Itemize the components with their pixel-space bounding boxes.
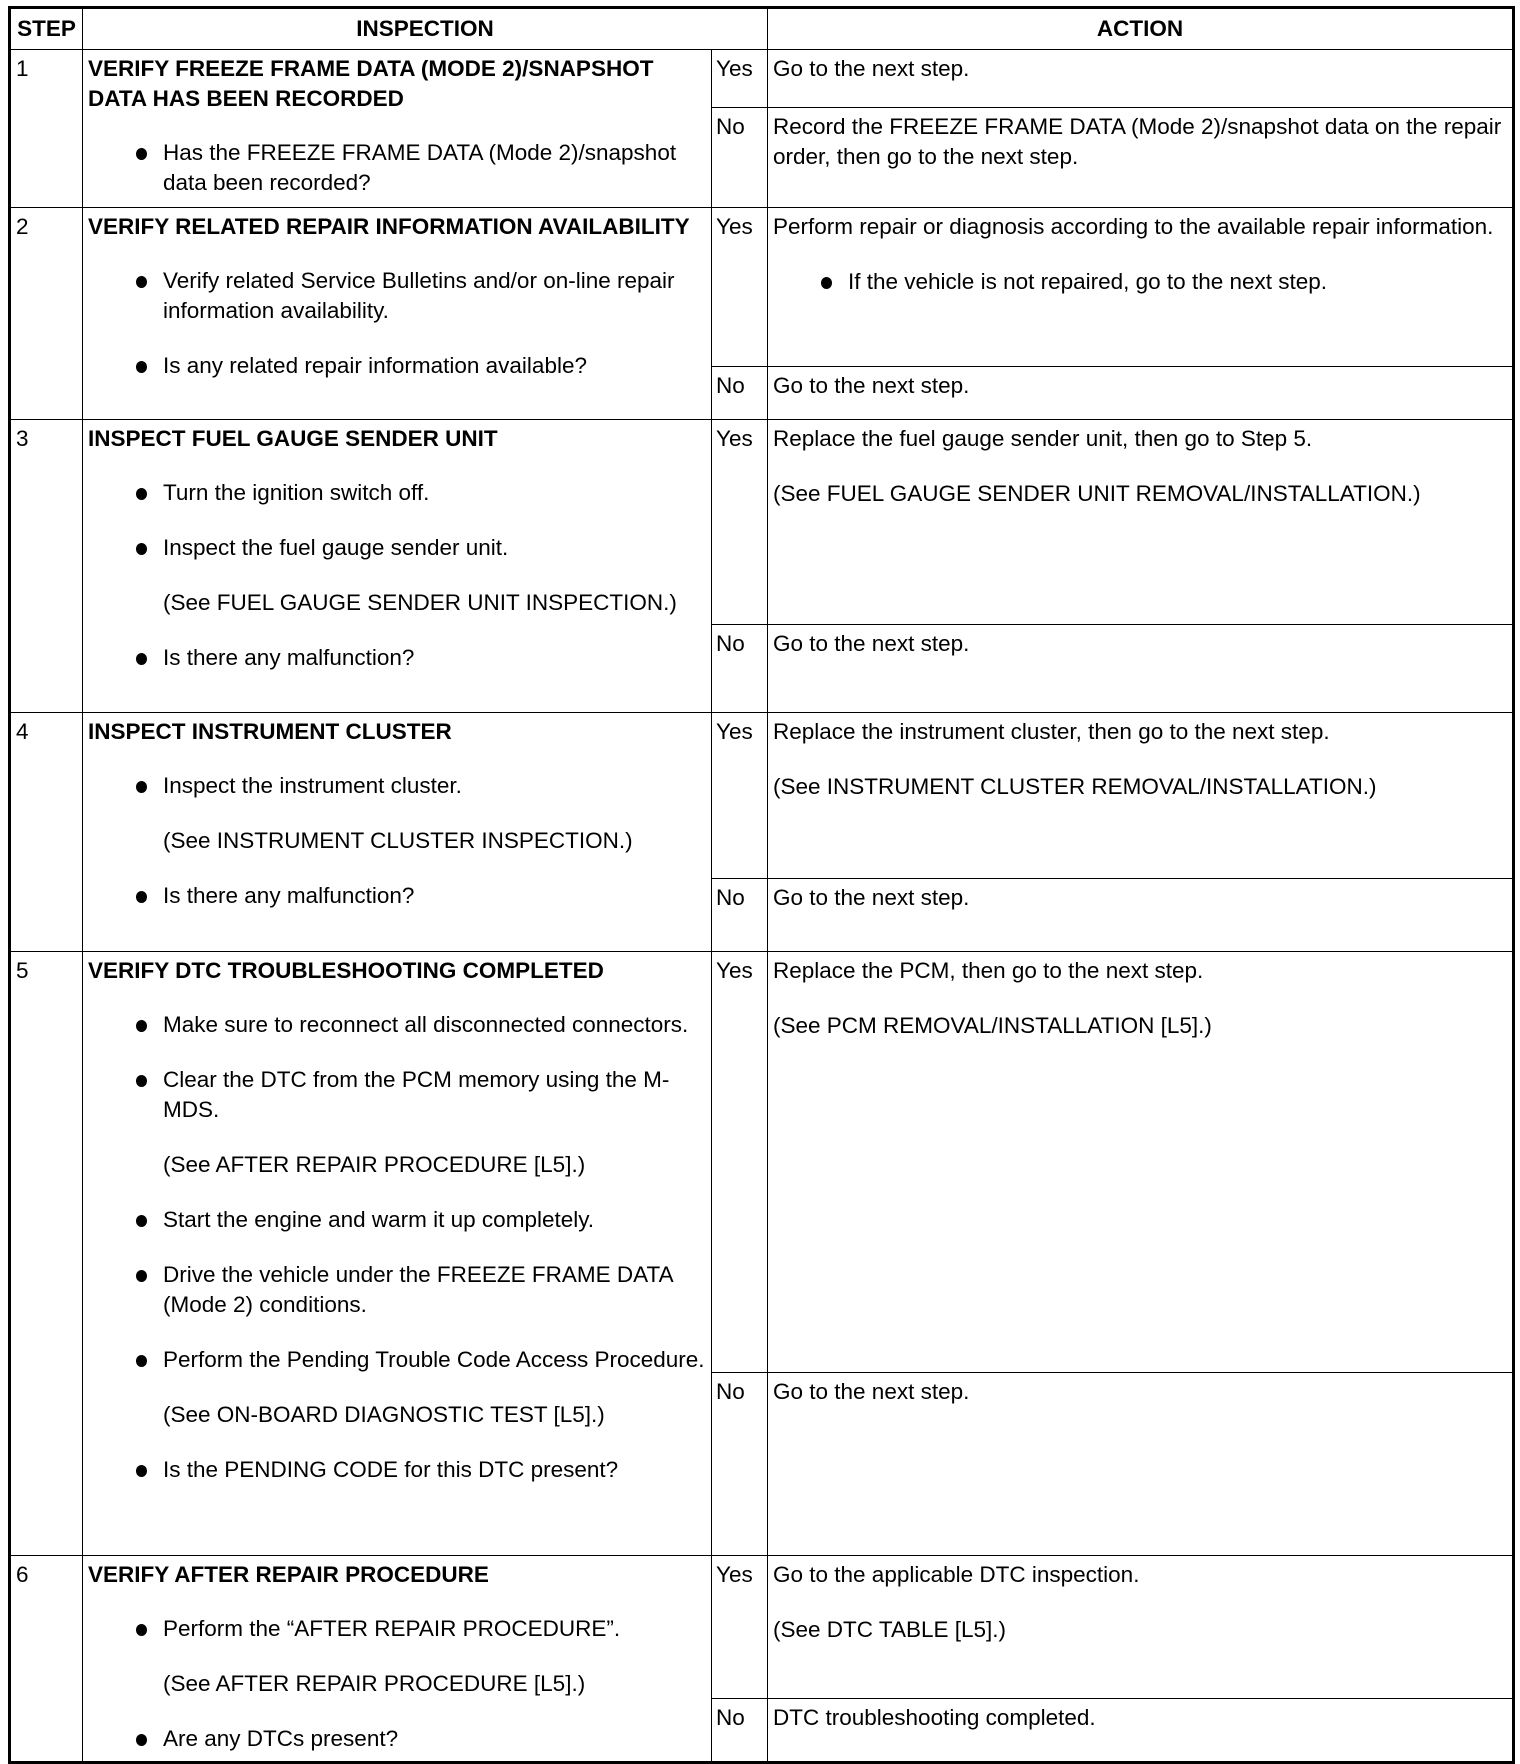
- bullet-item: Verify related Service Bulletins and/or on-line repair information availability.: [88, 266, 706, 326]
- step-row-yes: [10, 713, 1514, 879]
- inspection-cell: [83, 208, 712, 420]
- step-row-yes: [10, 952, 1514, 1373]
- action-text: Record the FREEZE FRAME DATA (Mode 2)/snapshot data on the repair order, then go to the next step.: [773, 114, 1502, 169]
- reference-text: (See AFTER REPAIR PROCEDURE [L5].): [163, 1671, 586, 1696]
- yes-label: Yes: [712, 420, 768, 625]
- bullet-item: Is any related repair information available?: [88, 351, 706, 381]
- no-action-cell: [768, 1373, 1514, 1556]
- troubleshooting-table: [8, 6, 1515, 1764]
- reference-text: (See ON-BOARD DIAGNOSTIC TEST [L5].): [163, 1402, 605, 1427]
- bullet-item: Has the FREEZE FRAME DATA (Mode 2)/snapshot data been recorded?: [88, 138, 706, 198]
- step-number: 3: [10, 420, 83, 713]
- bullet-item: Make sure to reconnect all disconnected connectors.: [88, 1010, 706, 1040]
- inspection-title: INSPECT INSTRUMENT CLUSTER: [88, 719, 452, 744]
- yes-action-cell: [768, 1556, 1514, 1699]
- bullet-item: If the vehicle is not repaired, go to the next step.: [773, 267, 1507, 297]
- inspection-cell: [83, 952, 712, 1556]
- action-text: (See INSTRUMENT CLUSTER REMOVAL/INSTALLATION.): [773, 774, 1377, 799]
- inspection-cell: [83, 713, 712, 952]
- yes-action-cell: [768, 208, 1514, 367]
- reference-text: (See FUEL GAUGE SENDER UNIT INSPECTION.): [163, 590, 677, 615]
- no-action-cell: [768, 625, 1514, 713]
- no-label: No: [712, 367, 768, 420]
- action-text: Go to the next step.: [773, 885, 970, 910]
- action-text: (See FUEL GAUGE SENDER UNIT REMOVAL/INSTALLATION.): [773, 481, 1421, 506]
- inspection-cell: [83, 420, 712, 713]
- header-row: [10, 8, 1514, 50]
- header-inspection: INSPECTION: [83, 8, 768, 50]
- action-text: Go to the applicable DTC inspection.: [773, 1562, 1140, 1587]
- action-text: Go to the next step.: [773, 373, 970, 398]
- action-text: (See PCM REMOVAL/INSTALLATION [L5].): [773, 1013, 1212, 1038]
- bullet-item: Drive the vehicle under the FREEZE FRAME DATA (Mode 2) conditions.: [88, 1260, 706, 1320]
- bullet-item: Inspect the fuel gauge sender unit.: [88, 533, 706, 563]
- no-label: No: [712, 108, 768, 208]
- no-label: No: [712, 625, 768, 713]
- no-action-cell: [768, 108, 1514, 208]
- step-row-yes: [10, 420, 1514, 625]
- inspection-title: INSPECT FUEL GAUGE SENDER UNIT: [88, 426, 498, 451]
- action-text: Go to the next step.: [773, 631, 970, 656]
- step-number: 4: [10, 713, 83, 952]
- inspection-title: VERIFY RELATED REPAIR INFORMATION AVAILABILITY: [88, 214, 690, 239]
- yes-action-cell: [768, 952, 1514, 1373]
- no-action-cell: [768, 879, 1514, 952]
- yes-action-cell: [768, 50, 1514, 108]
- inspection-title: VERIFY DTC TROUBLESHOOTING COMPLETED: [88, 958, 604, 983]
- step-number: 1: [10, 50, 83, 208]
- inspection-cell: [83, 1556, 712, 1763]
- no-action-cell: [768, 1699, 1514, 1763]
- inspection-title: VERIFY AFTER REPAIR PROCEDURE: [88, 1562, 489, 1587]
- bullet-item: Inspect the instrument cluster.: [88, 771, 706, 801]
- inspection-title: VERIFY FREEZE FRAME DATA (MODE 2)/SNAPSHOT DATA HAS BEEN RECORDED: [88, 56, 654, 111]
- step-number: 6: [10, 1556, 83, 1763]
- no-action-cell: [768, 367, 1514, 420]
- inspection-cell: [83, 50, 712, 208]
- bullet-item: Start the engine and warm it up completely.: [88, 1205, 706, 1235]
- action-text: Replace the fuel gauge sender unit, then go to Step 5.: [773, 426, 1313, 451]
- step-row-yes: [10, 208, 1514, 367]
- yes-action-cell: [768, 420, 1514, 625]
- step-row-yes: [10, 1556, 1514, 1699]
- no-label: No: [712, 1373, 768, 1556]
- header-action: ACTION: [768, 8, 1514, 50]
- no-label: No: [712, 1699, 768, 1763]
- bullet-item: Turn the ignition switch off.: [88, 478, 706, 508]
- reference-text: (See AFTER REPAIR PROCEDURE [L5].): [163, 1152, 586, 1177]
- bullet-item: Is the PENDING CODE for this DTC present?: [88, 1455, 706, 1485]
- step-row-yes: [10, 50, 1514, 108]
- yes-action-cell: [768, 713, 1514, 879]
- action-text: (See DTC TABLE [L5].): [773, 1617, 1006, 1642]
- action-text: Go to the next step.: [773, 56, 970, 81]
- no-label: No: [712, 879, 768, 952]
- step-number: 2: [10, 208, 83, 420]
- yes-label: Yes: [712, 713, 768, 879]
- action-text: DTC troubleshooting completed.: [773, 1705, 1096, 1730]
- action-text: Perform repair or diagnosis according to the available repair information.: [773, 214, 1494, 239]
- yes-label: Yes: [712, 1556, 768, 1699]
- yes-label: Yes: [712, 208, 768, 367]
- yes-label: Yes: [712, 952, 768, 1373]
- bullet-item: Is there any malfunction?: [88, 881, 706, 911]
- action-text: Go to the next step.: [773, 1379, 970, 1404]
- header-step: STEP: [10, 8, 83, 50]
- bullet-item: Are any DTCs present?: [88, 1724, 706, 1754]
- action-text: Replace the PCM, then go to the next step.: [773, 958, 1204, 983]
- action-text: Replace the instrument cluster, then go to the next step.: [773, 719, 1330, 744]
- bullet-item: Perform the “AFTER REPAIR PROCEDURE”.: [88, 1614, 706, 1644]
- step-number: 5: [10, 952, 83, 1556]
- bullet-item: Perform the Pending Trouble Code Access Procedure.: [88, 1345, 706, 1375]
- bullet-item: Is there any malfunction?: [88, 643, 706, 673]
- reference-text: (See INSTRUMENT CLUSTER INSPECTION.): [163, 828, 633, 853]
- bullet-item: Clear the DTC from the PCM memory using the M-MDS.: [88, 1065, 706, 1125]
- yes-label: Yes: [712, 50, 768, 108]
